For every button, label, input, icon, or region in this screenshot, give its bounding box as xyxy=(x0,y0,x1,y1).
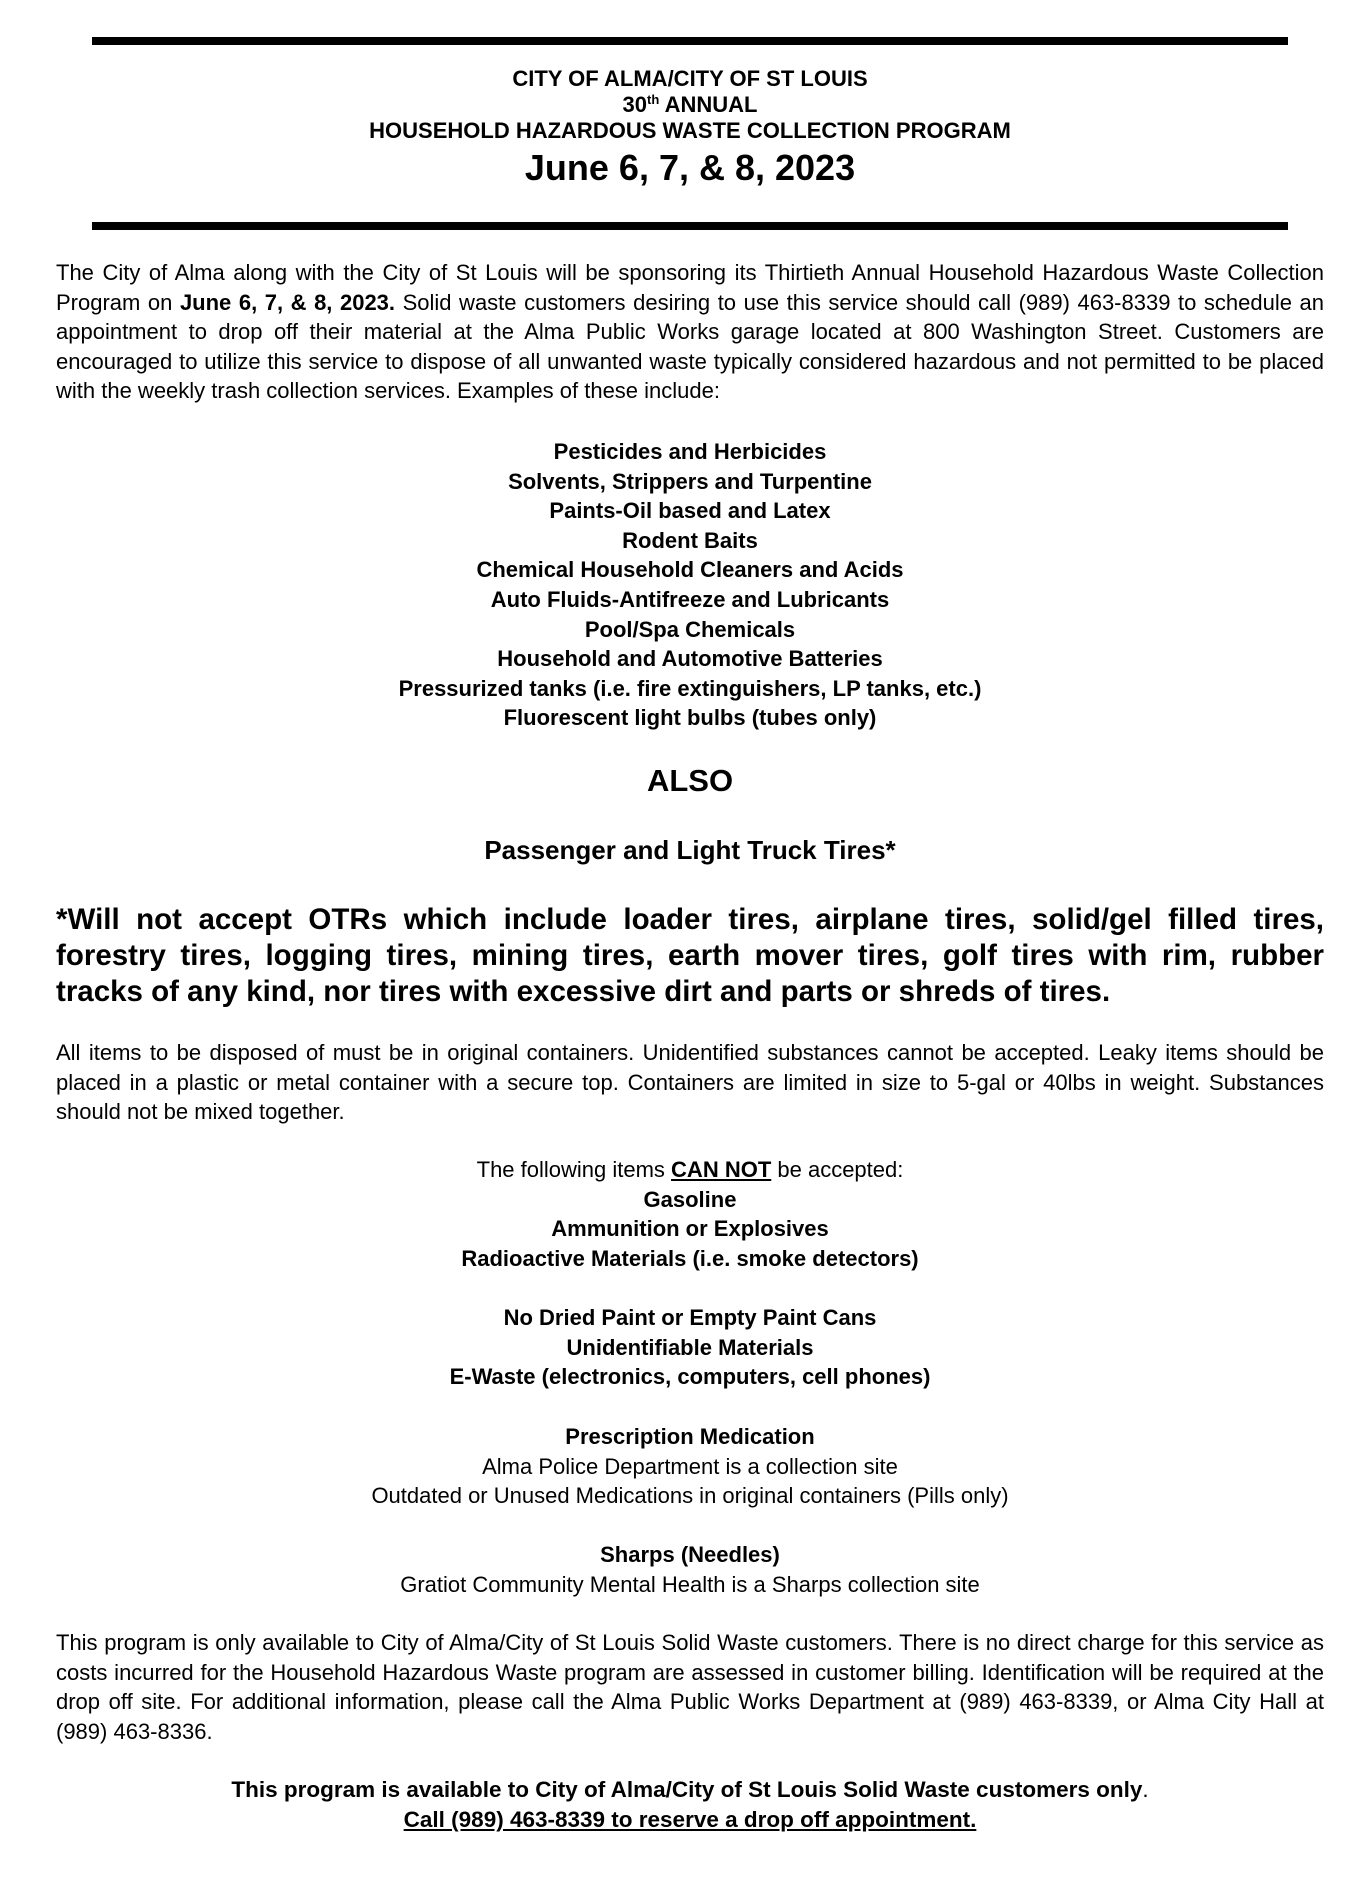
list-item: No Dried Paint or Empty Paint Cans xyxy=(503,1305,877,1330)
footer-availability xyxy=(56,1775,1324,1805)
not-accepted-section xyxy=(56,1155,1324,1273)
list-item: Ammunition or Explosives xyxy=(551,1216,829,1242)
list-item: E-Waste (electronics, computers, cell phones) xyxy=(449,1364,931,1390)
list-item: Pool/Spa Chemicals xyxy=(584,616,796,642)
header-cities: CITY OF ALMA/CITY OF ST LOUIS xyxy=(512,66,868,91)
program-dates: June 6, 7, & 8, 2023 xyxy=(524,147,856,188)
list-item: Radioactive Materials (i.e. smoke detectors) xyxy=(461,1245,919,1271)
top-divider xyxy=(92,37,1288,45)
tires-warning: *Will not accept OTRs which include loader tires, airplane tires, solid/gel filled tires, forestry tires, logging tires, mining tires, earth mover tires, golf tires with rim, rubber tracks of any kind, nor tires with excessive dirt and parts or shreds of tires. xyxy=(56,903,1324,1008)
list-item: Pressurized tanks (i.e. fire extinguishers, LP tanks, etc.) xyxy=(398,675,982,701)
anniversary-number: 30 xyxy=(622,92,647,117)
containers-paragraph: All items to be disposed of must be in original containers. Unidentified substances cannot be accepted. Leaky items should be placed in a plastic or metal container with a secure top. Containers are limited in size to 5-gal or 40lbs in weight. Substances should not be mixed together. xyxy=(56,1040,1324,1125)
footer-availability-text: This program is available to City of Alma/City of St Louis Solid Waste customers only xyxy=(231,1777,1143,1802)
not-accepted-intro-before: The following items xyxy=(476,1157,672,1182)
bottom-divider xyxy=(92,222,1288,230)
list-item: Household and Automotive Batteries xyxy=(497,646,883,672)
list-item: Gasoline xyxy=(643,1186,737,1212)
list-item: Unidentifiable Materials xyxy=(566,1334,814,1360)
anniversary-word: ANNUAL xyxy=(659,92,758,117)
intro-dates: June 6, 7, & 8, 2023. xyxy=(179,289,396,315)
can-not-emphasis: CAN NOT xyxy=(671,1157,772,1182)
intro-paragraph xyxy=(56,258,1324,406)
footer-call-to-action: Call (989) 463-8339 to reserve a drop off appointment. xyxy=(403,1807,977,1832)
prescription-line-1: Alma Police Department is a collection site xyxy=(482,1453,898,1479)
prescription-line-2: Outdated or Unused Medications in original containers (Pills only) xyxy=(371,1483,1009,1509)
list-item: Pesticides and Herbicides xyxy=(553,439,827,464)
header-anniversary xyxy=(92,92,1288,118)
list-item: Auto Fluids-Antifreeze and Lubricants xyxy=(490,586,890,612)
accepted-items-list xyxy=(56,437,1324,733)
list-item: Chemical Household Cleaners and Acids xyxy=(476,557,904,583)
tires-heading: Passenger and Light Truck Tires* xyxy=(484,835,896,865)
footer xyxy=(56,1775,1324,1835)
footer-period: . xyxy=(1142,1777,1149,1802)
anniversary-suffix: th xyxy=(647,92,660,107)
list-item: Rodent Baits xyxy=(622,527,758,553)
list-item: Solvents, Strippers and Turpentine xyxy=(508,468,872,494)
not-accepted-group-2 xyxy=(56,1303,1324,1392)
prescription-section xyxy=(56,1422,1324,1511)
not-accepted-intro-after: be accepted: xyxy=(771,1157,904,1182)
intro-text-1: The City of Alma along with the City of St Louis will be sponsoring its Thirtieth Annual Household Hazardous Waste Collection Program on xyxy=(56,260,1324,315)
sharps-title: Sharps (Needles) xyxy=(600,1542,780,1567)
program-title: HOUSEHOLD HAZARDOUS WASTE COLLECTION PROGRAM xyxy=(369,118,1011,143)
sharps-section xyxy=(56,1540,1324,1599)
list-item: Fluorescent light bulbs (tubes only) xyxy=(503,705,877,731)
intro-text-2: Solid waste customers desiring to use this service should call (989) 463-8339 to schedule an appointment to drop off their material at the Alma Public Works garage located at 800 Washington Street. Customers are encouraged to utilize this service to dispose of all unwanted waste typically considered hazardous and not permitted to be placed with the weekly trash collection services. Examples of these include: xyxy=(56,289,1324,404)
not-accepted-intro xyxy=(56,1155,1324,1185)
prescription-title: Prescription Medication xyxy=(565,1424,815,1449)
program-paragraph: This program is only available to City of Alma/City of St Louis Solid Waste customers. There is no direct charge for this service as costs incurred for the Household Hazardous Waste program are assessed in customer billing. Identification will be required at the drop off site. For additional information, please call the Alma Public Works Department at (989) 463-8339, or Alma City Hall at (989) 463-8336. xyxy=(56,1630,1324,1744)
sharps-line-1: Gratiot Community Mental Health is a Sharps collection site xyxy=(400,1571,980,1597)
also-heading: ALSO xyxy=(646,763,734,798)
header xyxy=(92,66,1288,192)
list-item: Paints-Oil based and Latex xyxy=(549,498,831,524)
